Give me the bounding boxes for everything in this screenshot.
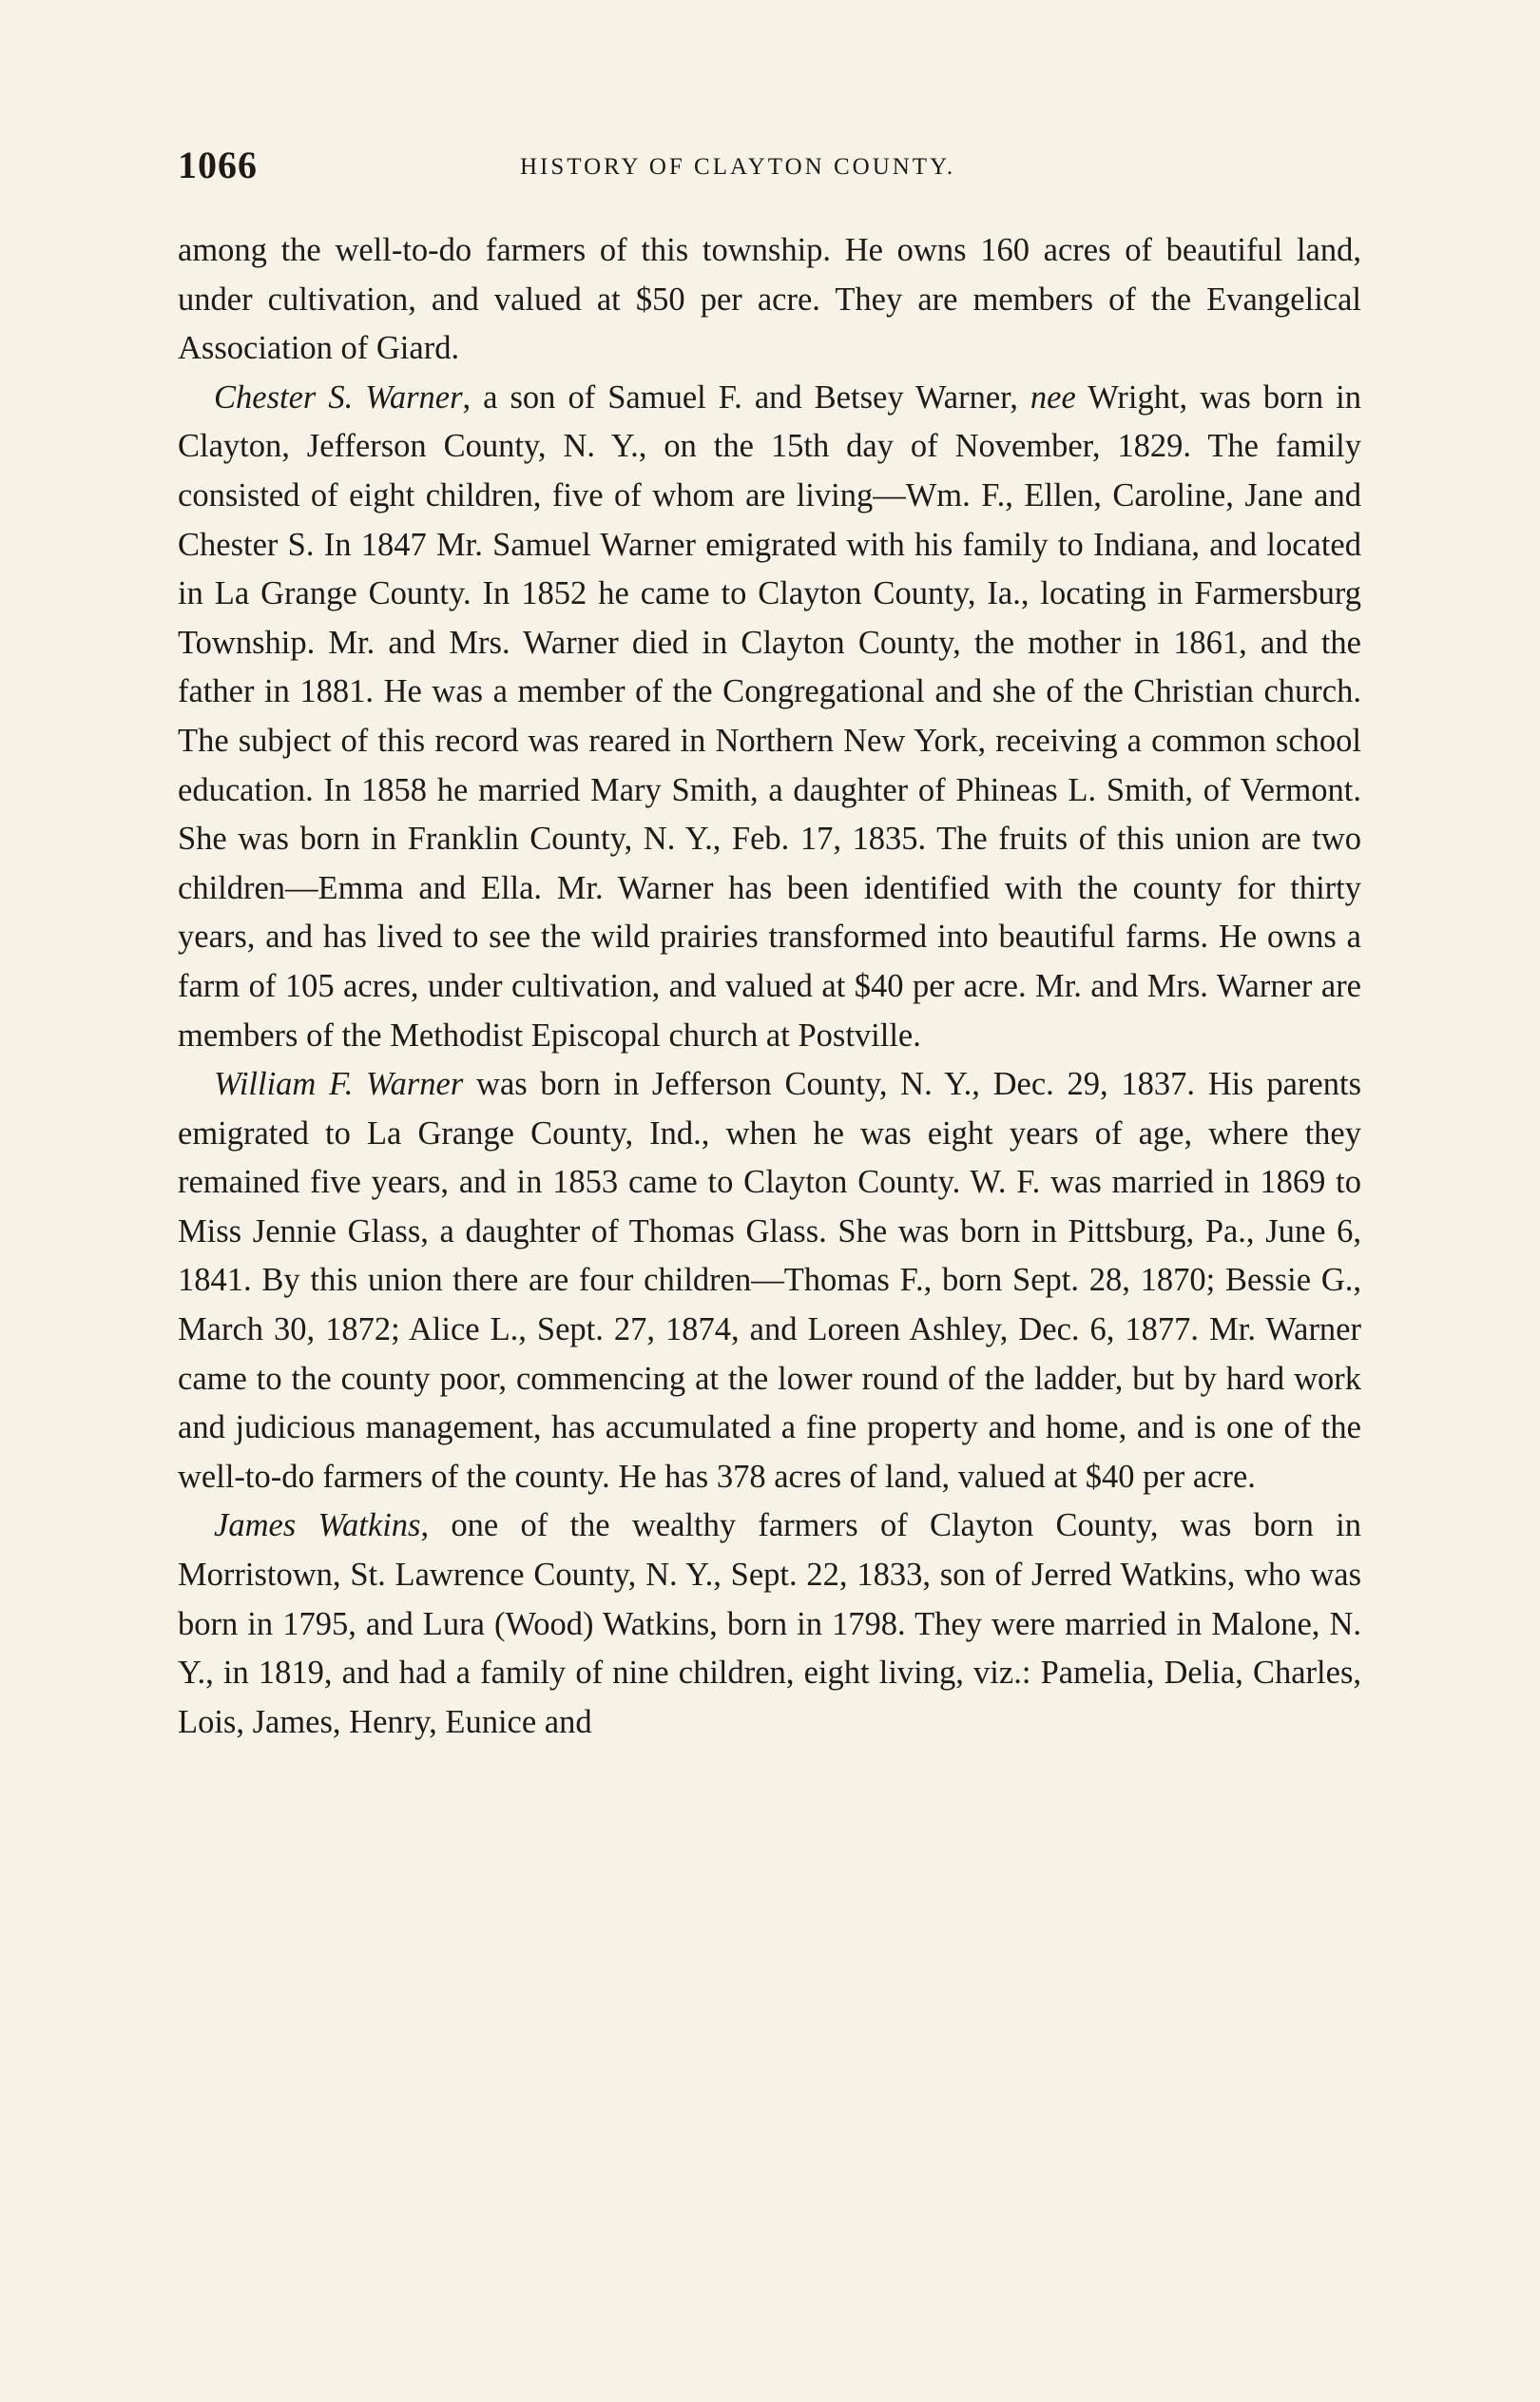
paragraph-chester-warner [178,374,1361,1060]
person-name: Chester S. Warner [214,378,463,416]
paragraph-text: Wright, was born in Clayton, Jefferson County, N. Y., on the 15th day of November, 1829. The family consisted of eight children, five of whom are living—Wm. F., Ellen, Caroline, Jane and Chester S. In 1847 Mr. Samuel Warner emigrated with his family to Indiana, and located in La Grange County. In 1852 he came to Clayton County, Ia., locating in Farmersburg Township. Mr. and Mrs. Warner died in Clayton County, the mother in 1861, and the father in 1881. He was a member of the Congregational and she of the Christian church. The subject of this record was reared in Northern New York, receiving a common school education. In 1858 he married Mary Smith, a daughter of Phineas L. Smith, of Vermont. She was born in Franklin County, N. Y., Feb. 17, 1835. The fruits of this union are two children—Emma and Ella. Mr. Warner has been identified with the county for thirty years, and has lived to see the wild prairies transformed into beautiful farms. He owns a farm of 105 acres, under cultivation, and valued at $40 per acre. Mr. and Mrs. Warner are members of the Methodist Episcopal church at Postville. [178,378,1361,1054]
person-name: James Watkins [214,1507,421,1544]
paragraph-text: was born in Jefferson County, N. Y., Dec. 29, 1837. His parents emigrated to La Grange County, Ind., when he was eight years of age, where they remained five years, and in 1853 came to Clayton County. W. F. was married in 1869 to Miss Jennie Glass, a daughter of Thomas Glass. She was born in Pittsburg, Pa., June 6, 1841. By this union there are four children—Thomas F., born Sept. 28, 1870; Bessie G., March 30, 1872; Alice L., Sept. 27, 1874, and Loreen Ashley, Dec. 6, 1877. Mr. Warner came to the county poor, commencing at the lower round of the ladder, but by hard work and judicious management, has accumulated a fine property and home, and is one of the well-to-do farmers of the county. He has 378 acres of land, valued at $40 per acre. [178,1066,1361,1495]
paragraph-text: among the well-to-do farmers of this township. He owns 160 acres of beautiful land, under cultivation, and valued at $50 per acre. They are members of the Evangelical Association of Giard. [178,232,1361,367]
page-header [178,143,1361,190]
paragraph-james-watkins [178,1501,1361,1747]
page-body [178,226,1361,1747]
paragraph-continuation [178,226,1361,374]
paragraph-william-warner [178,1060,1361,1501]
person-name: William F. Warner [214,1066,464,1103]
running-title: HISTORY OF CLAYTON COUNTY. [520,154,956,180]
page-number: 1066 [178,144,258,186]
paragraph-text: , one of the wealthy farmers of Clayton County, was born in Morristown, St. Lawrence County, N. Y., Sept. 22, 1833, son of Jerred Watkins, who was born in 1795, and Lura (Wood) Watkins, born in 1798. They were married in Malone, N. Y., in 1819, and had a family of nine children, eight living, viz.: Pamelia, Delia, Charles, Lois, James, Henry, Eunice and [178,1507,1361,1740]
paragraph-text: , a son of Samuel F. and Betsey Warner, [462,378,1030,416]
italic-word: nee [1030,378,1076,416]
